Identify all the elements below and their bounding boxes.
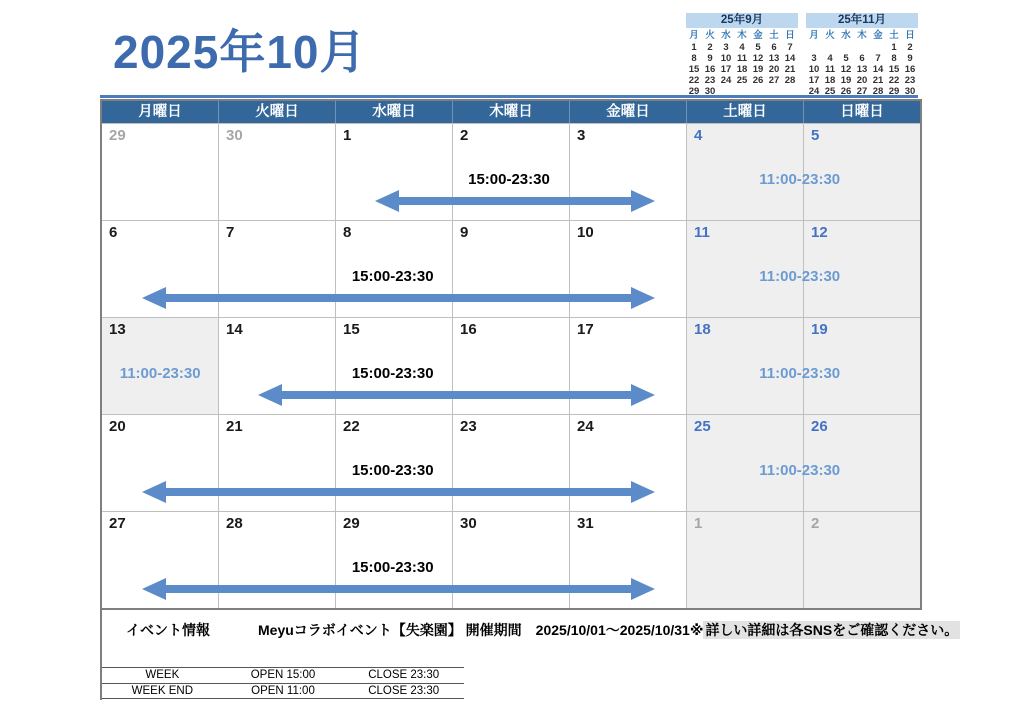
weekday-hours-label: 15:00-23:30	[468, 171, 550, 188]
mini-day-number: 30	[704, 86, 716, 97]
day-number: 1	[343, 127, 352, 144]
mini-weekday-label: 水	[841, 30, 851, 41]
day-number: 4	[694, 127, 703, 144]
day-number: 22	[343, 418, 360, 435]
mini-weekday-label: 水	[721, 30, 731, 41]
schedule-arrow	[142, 481, 655, 503]
event-info-note	[690, 620, 960, 640]
weekday-header: 水曜日	[335, 101, 452, 123]
day-cell	[686, 512, 803, 608]
hours-week-open: OPEN 15:00	[250, 669, 316, 682]
mini-calendar-title: 25年9月	[686, 13, 798, 28]
arrow-right-head-icon	[631, 384, 655, 406]
day-number: 8	[343, 224, 352, 241]
mini-day-number: 1	[691, 42, 697, 53]
mini-day-number: 28	[784, 75, 796, 86]
mini-calendars	[686, 13, 918, 97]
mini-day-number: 27	[856, 86, 868, 97]
weekday-header: 日曜日	[803, 101, 920, 123]
event-info-line	[102, 610, 959, 640]
schedule-arrow	[142, 578, 655, 600]
day-number: 12	[811, 224, 828, 241]
mini-day-number: 7	[875, 53, 881, 64]
day-number: 18	[694, 321, 711, 338]
mini-day-number: 9	[707, 53, 713, 64]
day-number: 9	[460, 224, 469, 241]
mini-day-number: 2	[707, 42, 713, 53]
mini-day-number	[750, 86, 766, 97]
mini-day-number	[838, 42, 854, 53]
mini-weekday-label: 月	[689, 30, 699, 41]
mini-day-number: 15	[688, 64, 700, 75]
hours-table	[102, 667, 464, 699]
weekday-header: 火曜日	[218, 101, 335, 123]
mini-weekday-label: 木	[857, 30, 867, 41]
mini-calendar	[806, 13, 918, 97]
calendar-body	[102, 123, 920, 608]
day-number: 3	[577, 127, 586, 144]
day-number: 25	[694, 418, 711, 435]
day-number: 24	[577, 418, 594, 435]
day-number: 20	[109, 418, 126, 435]
mini-day-number: 14	[784, 53, 796, 64]
arrow-right-head-icon	[631, 578, 655, 600]
day-number: 2	[460, 127, 469, 144]
mini-day-number: 19	[752, 64, 764, 75]
day-number: 26	[811, 418, 828, 435]
weekday-hours-label: 15:00-23:30	[351, 462, 434, 479]
day-number: 29	[343, 515, 360, 532]
mini-weekday-label: 日	[905, 30, 915, 41]
day-number: 28	[226, 515, 243, 532]
mini-day-number: 18	[736, 64, 748, 75]
holiday-hours-label: 11:00-23:30	[119, 365, 201, 382]
mini-weekday-label: 日	[785, 30, 795, 41]
note-highlighted-text: 詳しい詳細は各SNSをご確認ください。	[705, 622, 959, 638]
day-cell	[218, 124, 335, 220]
mini-day-number: 3	[723, 42, 729, 53]
mini-day-number: 6	[771, 42, 777, 53]
week-row	[102, 414, 920, 511]
mini-day-number: 10	[808, 64, 820, 75]
schedule-arrow	[258, 384, 655, 406]
mini-day-number: 16	[704, 64, 716, 75]
mini-day-number: 26	[840, 86, 852, 97]
day-number: 17	[577, 321, 594, 338]
weekend-hours-label: 11:00-23:30	[759, 462, 841, 479]
schedule-arrow	[375, 190, 656, 212]
mini-day-number: 20	[768, 64, 780, 75]
mini-weekday-label: 月	[809, 30, 819, 41]
mini-day-number: 12	[752, 53, 764, 64]
week-row	[102, 123, 920, 220]
day-number: 11	[694, 224, 710, 241]
day-number: 31	[577, 515, 594, 532]
mini-weekday-label: 火	[705, 30, 715, 41]
weekend-hours-label: 11:00-23:30	[759, 268, 841, 285]
day-number: 6	[109, 224, 118, 241]
bottom-section	[100, 610, 959, 700]
mini-day-number: 22	[888, 75, 900, 86]
calendar-header-row	[102, 101, 920, 123]
day-number: 16	[460, 321, 477, 338]
mini-calendar-grid	[686, 29, 798, 97]
arrow-right-head-icon	[631, 481, 655, 503]
day-number: 13	[109, 321, 126, 338]
hours-weekend-close: CLOSE 23:30	[368, 684, 440, 697]
mini-weekday-label: 火	[825, 30, 835, 41]
mini-calendar	[686, 13, 798, 97]
day-number: 30	[226, 127, 243, 144]
mini-day-number: 4	[739, 42, 745, 53]
mini-weekday-label: 土	[889, 30, 899, 41]
mini-day-number: 2	[907, 42, 913, 53]
mini-day-number: 15	[888, 64, 900, 75]
mini-day-number: 10	[720, 53, 732, 64]
mini-day-number: 29	[888, 86, 900, 97]
weekday-hours-label: 15:00-23:30	[351, 559, 434, 576]
mini-day-number: 26	[752, 75, 764, 86]
mini-day-number: 14	[872, 64, 884, 75]
hours-weekend-label: WEEK END	[131, 684, 193, 697]
mini-day-number	[806, 42, 822, 53]
day-number: 15	[343, 321, 360, 338]
mini-day-number: 23	[904, 75, 916, 86]
arrow-right-head-icon	[631, 190, 655, 212]
mini-day-number	[782, 86, 798, 97]
mini-weekday-label: 金	[873, 30, 883, 41]
mini-day-number: 21	[784, 64, 796, 75]
mini-weekday-label: 金	[753, 30, 763, 41]
mini-day-number	[854, 42, 870, 53]
hours-week-close: CLOSE 23:30	[368, 669, 440, 682]
weekend-hours-label: 11:00-23:30	[759, 365, 841, 382]
mini-day-number: 17	[808, 75, 820, 86]
day-number: 7	[226, 224, 235, 241]
arrow-shaft	[276, 391, 637, 399]
mini-day-number: 13	[856, 64, 868, 75]
mini-day-number: 28	[872, 86, 884, 97]
mini-day-number: 7	[787, 42, 793, 53]
mini-day-number: 11	[824, 64, 836, 75]
mini-day-number: 16	[904, 64, 916, 75]
mini-day-number: 5	[755, 42, 761, 53]
hours-row-week	[102, 668, 464, 684]
day-number: 30	[460, 515, 477, 532]
mini-day-number	[822, 42, 838, 53]
weekend-hours-label: 11:00-23:30	[759, 171, 841, 188]
mini-calendar-grid	[806, 29, 918, 97]
arrow-shaft	[393, 197, 638, 205]
mini-day-number: 4	[827, 53, 833, 64]
note-mark: ※	[689, 622, 704, 638]
weekday-header: 金曜日	[569, 101, 686, 123]
mini-day-number: 29	[688, 86, 700, 97]
calendar-table	[100, 99, 922, 610]
mini-calendar-title: 25年11月	[806, 13, 918, 28]
mini-day-number: 21	[872, 75, 884, 86]
hours-week-label: WEEK	[145, 669, 180, 682]
day-cell	[102, 124, 218, 220]
mini-day-number: 8	[691, 53, 697, 64]
mini-day-number: 23	[704, 75, 716, 86]
mini-day-number: 12	[840, 64, 852, 75]
mini-day-number: 25	[824, 86, 836, 97]
day-number: 27	[109, 515, 126, 532]
day-cell	[803, 512, 920, 608]
mini-day-number: 11	[736, 53, 748, 64]
weekday-header: 木曜日	[452, 101, 569, 123]
mini-day-number: 20	[856, 75, 868, 86]
day-number: 14	[226, 321, 243, 338]
event-info-label: イベント情報	[126, 622, 210, 638]
arrow-shaft	[160, 488, 637, 496]
week-row	[102, 511, 920, 608]
day-number: 10	[577, 224, 594, 241]
mini-day-number: 17	[720, 64, 732, 75]
mini-day-number: 30	[904, 86, 916, 97]
week-row	[102, 317, 920, 414]
day-number: 19	[811, 321, 828, 338]
mini-day-number: 9	[907, 53, 913, 64]
mini-day-number	[734, 86, 750, 97]
mini-day-number: 13	[768, 53, 780, 64]
mini-weekday-label: 木	[737, 30, 747, 41]
mini-day-number: 5	[843, 53, 849, 64]
hours-weekend-open: OPEN 11:00	[251, 684, 315, 697]
day-number: 2	[811, 515, 820, 532]
day-number: 21	[226, 418, 243, 435]
mini-day-number	[718, 86, 734, 97]
day-number: 5	[811, 127, 820, 144]
mini-day-number	[870, 42, 886, 53]
page-title: 2025年10月	[113, 26, 367, 78]
mini-day-number: 27	[768, 75, 780, 86]
event-info-body: Meyuコラボイベント【失楽園】 開催期間 2025/10/01～2025/10/31	[258, 622, 690, 638]
mini-day-number: 6	[859, 53, 865, 64]
day-number: 1	[694, 515, 703, 532]
mini-day-number: 24	[808, 86, 820, 97]
arrow-right-head-icon	[631, 287, 655, 309]
mini-day-number: 1	[891, 42, 897, 53]
mini-day-number: 22	[688, 75, 700, 86]
mini-day-number: 25	[736, 75, 748, 86]
mini-day-number: 3	[811, 53, 817, 64]
mini-day-number: 8	[891, 53, 897, 64]
weekday-hours-label: 15:00-23:30	[351, 365, 434, 382]
arrow-shaft	[160, 585, 637, 593]
weekday-header: 月曜日	[138, 104, 182, 120]
mini-day-number	[766, 86, 782, 97]
arrow-shaft	[160, 294, 637, 302]
day-number: 23	[460, 418, 477, 435]
weekday-hours-label: 15:00-23:30	[351, 268, 434, 285]
schedule-arrow	[142, 287, 655, 309]
weekday-header: 土曜日	[686, 101, 803, 123]
hours-row-weekend	[102, 684, 464, 700]
mini-weekday-label: 土	[769, 30, 779, 41]
mini-day-number: 24	[720, 75, 732, 86]
day-number: 29	[109, 127, 126, 144]
week-row	[102, 220, 920, 317]
mini-day-number: 19	[840, 75, 852, 86]
mini-day-number: 18	[824, 75, 836, 86]
